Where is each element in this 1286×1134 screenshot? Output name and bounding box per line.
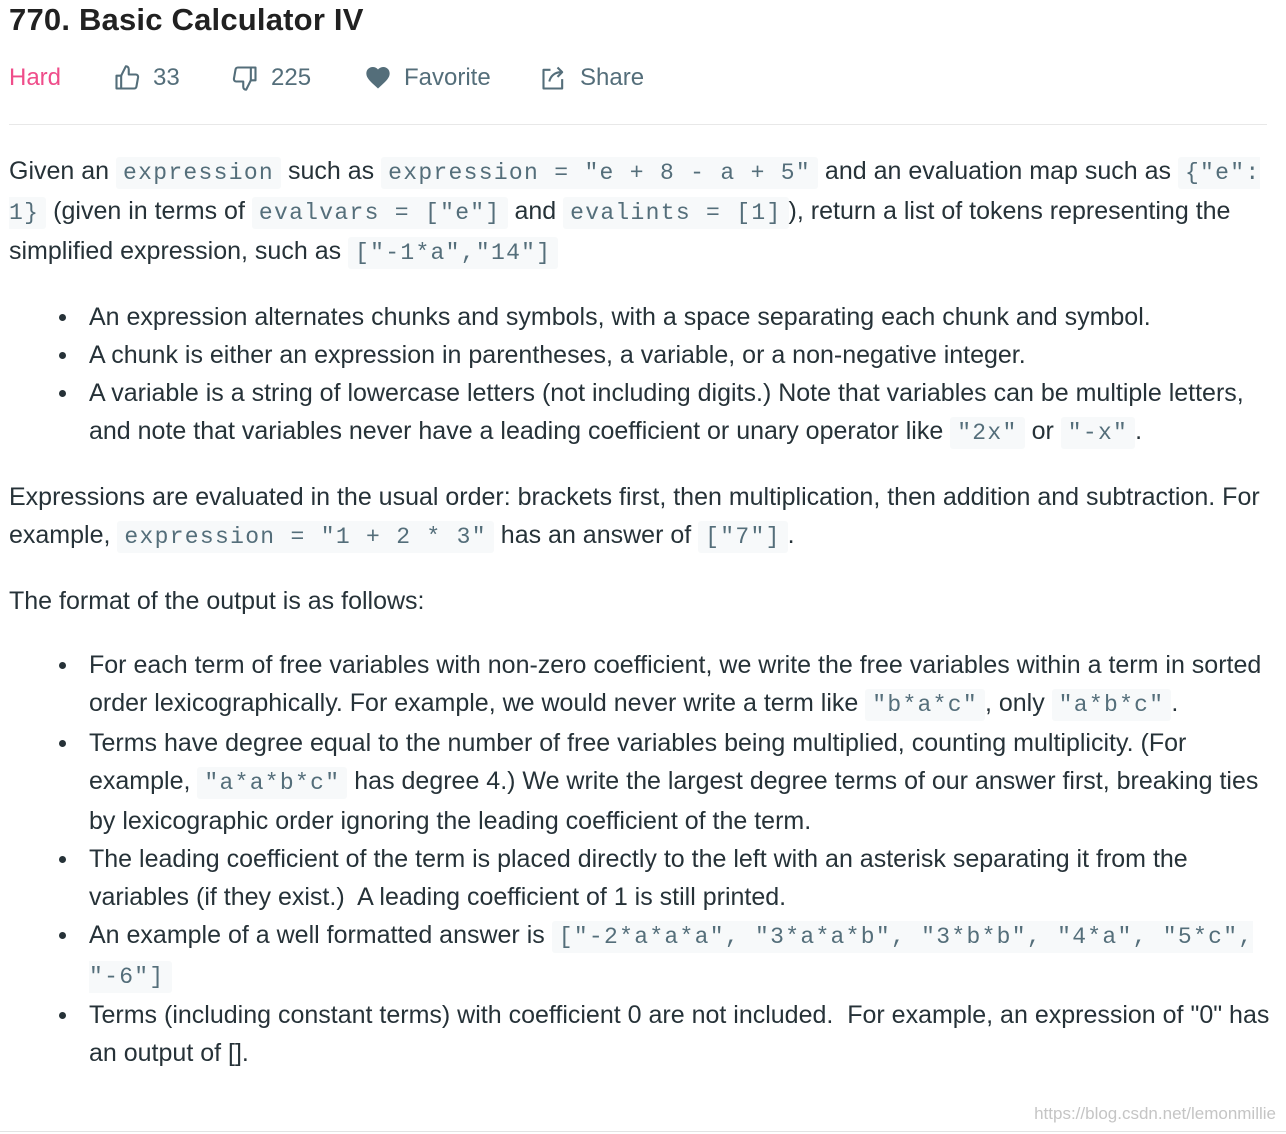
inline-code: expression = "e + 8 - a + 5"	[381, 157, 818, 189]
thumbs-down-icon	[231, 64, 259, 92]
text-run: has an answer of	[493, 521, 699, 549]
text-run: An expression alternates chunks and symbols, with a space separating each chunk and symbol.	[89, 303, 1151, 331]
text-run: Given an	[9, 157, 117, 185]
inline-code: ["7"]	[698, 521, 788, 553]
text-run: A chunk is either an expression in parentheses, a variable, or a non-negative integer.	[89, 341, 1026, 369]
evaluation-order-paragraph	[9, 478, 1271, 556]
text-run: .	[1171, 689, 1179, 717]
like-button[interactable]	[113, 60, 180, 96]
inline-code: {"e": 1}	[9, 157, 1260, 229]
inline-code: ["-2*a*a*a", "3*a*a*b", "3*b*b", "4*a", "5*c", "-6"]	[89, 921, 1253, 993]
intro-paragraph	[9, 152, 1271, 272]
favorite-label: Favorite	[404, 64, 491, 91]
expression-rules-list	[9, 298, 1271, 452]
text-run: and an evaluation map such as	[817, 157, 1178, 185]
text-run: (given in terms of	[46, 197, 252, 225]
text-run: .	[787, 521, 795, 549]
inline-code: "a*b*c"	[1052, 689, 1172, 721]
text-run: has degree 4.) We write the largest degree terms of our answer first, breaking ties by lexicographic order ignoring the leading coefficient of the term.	[89, 767, 1259, 835]
problem-description	[9, 152, 1271, 1072]
text-run: Expressions are evaluated in the usual order: brackets first, then multiplication, then addition and subtraction. For example,	[9, 483, 1260, 549]
text-run: , only	[984, 689, 1052, 717]
inline-code: "2x"	[950, 417, 1024, 449]
list-item	[9, 374, 1271, 452]
list-item	[9, 724, 1271, 840]
text-run: The leading coefficient of the term is placed directly to the left with an asterisk separating it from the variables (if they exist.) A leading coefficient of 1 is still printed.	[89, 845, 1188, 911]
like-count: 33	[153, 64, 180, 91]
text-run: An example of a well formatted answer is	[89, 921, 552, 949]
inline-code: evalvars = ["e"]	[252, 197, 508, 229]
inline-code: expression = "1 + 2 * 3"	[117, 521, 493, 553]
watermark: https://blog.csdn.net/lemonmillie	[1034, 1104, 1276, 1123]
favorite-button[interactable]	[364, 60, 491, 96]
share-label: Share	[580, 64, 645, 91]
inline-code: "b*a*c"	[865, 689, 985, 721]
text-run: Terms have degree equal to the number of free variables being multiplied, counting multiplicity. (For example,	[89, 729, 1187, 795]
page-title: 770. Basic Calculator IV	[9, 2, 364, 37]
thumbs-up-icon	[113, 64, 141, 92]
text-run: ), return a list of tokens representing the simplified expression, such as	[9, 197, 1231, 265]
text-run: or	[1024, 417, 1061, 445]
inline-code: expression	[116, 157, 281, 189]
bottom-border	[0, 1131, 1286, 1132]
inline-code: "-x"	[1061, 417, 1135, 449]
action-bar	[9, 60, 1271, 96]
difficulty-label: Hard	[9, 64, 62, 91]
text-run: such as	[281, 157, 382, 185]
format-rules-list	[9, 646, 1271, 1072]
text-run: and	[507, 197, 564, 225]
text-run: Terms (including constant terms) with coefficient 0 are not included. For example, an expression of "0" has an output of [].	[89, 1001, 1270, 1067]
inline-code: "a*a*b*c"	[197, 767, 347, 799]
heart-icon	[364, 64, 392, 92]
list-item	[9, 336, 1271, 374]
inline-code: evalints = [1]	[563, 197, 788, 229]
format-heading: The format of the output is as follows:	[9, 587, 425, 615]
text-run: For each term of free variables with non-zero coefficient, we write the free variables within a term in sorted order lexicographically. For example, we would never write a term like	[89, 651, 1262, 717]
inline-code: ["-1*a","14"]	[348, 237, 558, 269]
text-run: .	[1135, 417, 1143, 445]
share-button[interactable]	[540, 60, 644, 96]
share-icon	[540, 64, 568, 92]
header-divider	[9, 124, 1267, 125]
list-item	[9, 916, 1271, 996]
dislike-count: 225	[271, 64, 312, 91]
text-run: A variable is a string of lowercase letters (not including digits.) Note that variables can be multiple letters, and note that variables never have a leading coefficient or unary operator like	[89, 379, 1244, 445]
list-item	[9, 840, 1271, 916]
list-item	[9, 298, 1271, 336]
list-item	[9, 646, 1271, 724]
list-item	[9, 996, 1271, 1072]
dislike-button[interactable]	[231, 60, 311, 96]
